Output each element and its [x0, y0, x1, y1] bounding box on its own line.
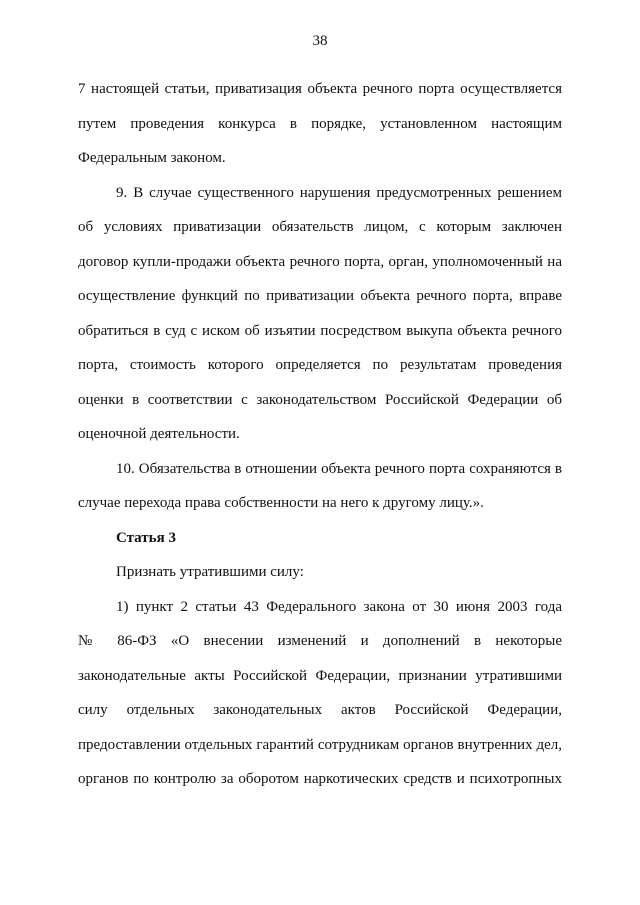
text-line: законодательные акты Российской Федерации, признании утратившими — [78, 667, 562, 684]
text-line: органов по контролю за оборотом наркотических средств и психотропных — [78, 771, 562, 787]
text-line: договор купли-продажи объекта речного порта, орган, уполномоченный на — [78, 253, 562, 270]
paragraph-repeal-intro — [78, 555, 562, 590]
text-line: обратиться в суд с иском об изъятии посредством выкупа объекта речного — [78, 322, 562, 339]
text-line: предоставлении отдельных гарантий сотрудникам органов внутренних дел, — [78, 736, 562, 753]
paragraph-list-item-1 — [78, 590, 562, 797]
text-line: Федеральным законом. — [78, 150, 226, 166]
text-line: оценочной деятельности. — [78, 426, 240, 442]
article-title: Статья 3 — [116, 529, 176, 546]
text-line: Признать утратившими силу: — [116, 564, 304, 580]
page-number: 38 — [312, 33, 328, 49]
text-line: 1) пункт 2 статьи 43 Федерального закона от 30 июня 2003 года — [116, 598, 562, 615]
text-line: № 86-ФЗ «О внесении изменений и дополнений в некоторые — [78, 633, 562, 649]
paragraph-continuation — [78, 72, 562, 176]
text-line: случае перехода права собственности на него к другому лицу.». — [78, 495, 484, 511]
paragraph-item-10 — [78, 452, 562, 521]
article-heading — [78, 521, 562, 556]
paragraph-item-9 — [78, 176, 562, 452]
document-body — [78, 72, 562, 797]
text-line: 9. В случае существенного нарушения предусмотренных решением — [116, 184, 562, 201]
text-line: об условиях приватизации обязательств лицом, с которым заключен — [78, 219, 562, 235]
text-line: 7 настоящей статьи, приватизация объекта речного порта осуществляется — [78, 81, 562, 97]
text-line: 10. Обязательства в отношении объекта речного порта сохраняются в — [116, 460, 562, 477]
text-line: оценки в соответствии с законодательством Российской Федерации об — [78, 391, 562, 408]
text-line: порта, стоимость которого определяется по результатам проведения — [78, 357, 562, 373]
text-line: силу отдельных законодательных актов Российской Федерации, — [78, 702, 562, 718]
text-line: путем проведения конкурса в порядке, установленном настоящим — [78, 115, 562, 132]
text-line: осуществление функций по приватизации объекта речного порта, вправе — [78, 288, 562, 304]
